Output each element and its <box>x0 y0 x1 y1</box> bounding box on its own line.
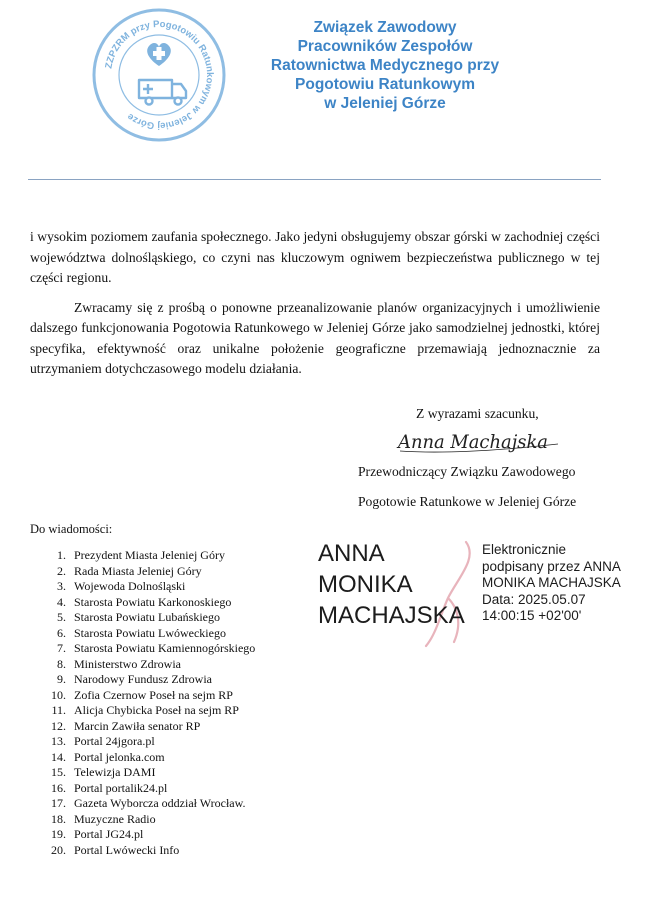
recipient-name: Narodowy Fundusz Zdrowia <box>74 672 212 686</box>
recipient-number: 20. <box>51 842 66 857</box>
recipient-item <box>40 719 255 735</box>
recipient-number: 4. <box>57 594 66 609</box>
recipient-item <box>40 703 255 719</box>
recipient-number: 19. <box>51 827 66 841</box>
electronic-signature <box>318 538 638 650</box>
signature-details <box>482 542 621 625</box>
recipient-name: Alicja Chybicka Poseł na sejm RP <box>74 703 239 717</box>
recipient-name: Prezydent Miasta Jeleniej Góry <box>74 548 225 562</box>
recipient-number: 13. <box>51 734 66 748</box>
recipient-number: 10. <box>51 687 66 702</box>
signature-detail-line: podpisany przez ANNA <box>482 558 621 574</box>
recipient-number: 7. <box>57 641 66 655</box>
recipient-name: Starosta Powiatu Kamiennogórskiego <box>74 641 256 655</box>
org-name-line: Pogotowiu Ratunkowym <box>295 76 475 93</box>
recipient-item <box>40 626 255 642</box>
recipient-item <box>40 579 255 595</box>
recipient-item <box>40 781 255 797</box>
letterhead <box>0 0 650 180</box>
recipient-number: 6. <box>57 625 66 640</box>
signature-detail-line: Data: 2025.05.07 <box>482 591 586 607</box>
recipient-number: 15. <box>51 765 66 779</box>
recipient-name: Portal JG24.pl <box>74 827 144 841</box>
organization-name <box>250 18 520 113</box>
recipient-item <box>40 843 255 859</box>
heart-cross-icon <box>147 43 171 66</box>
org-name-line: w Jeleniej Górze <box>324 95 446 112</box>
signer-name-line: MACHAJSKA <box>318 602 465 629</box>
recipient-item <box>40 657 255 673</box>
recipient-number: 3. <box>57 579 66 593</box>
recipient-number: 1. <box>57 548 66 562</box>
recipient-item <box>40 796 255 812</box>
body-paragraph: Zwracamy się z prośbą o ponowne przeanalizowanie planów organizacyjnych i umożliwienie dalszego funkcjonowania Pogotowia Ratunkowego w Jeleniej Górze jako samodzielnej jednostki, której specyfika, efektywność oraz unikalne położenie geograficzne przemawiają jednoznacznie za utrzymaniem dotychczasowego modelu działania. <box>30 299 600 376</box>
recipient-name: Starosta Powiatu Lubańskiego <box>74 610 220 624</box>
recipient-item <box>40 750 255 766</box>
recipient-number: 2. <box>57 563 66 578</box>
recipient-name: Portal Lwówecki Info <box>74 842 180 857</box>
recipient-number: 17. <box>51 796 66 810</box>
org-name-line: Pracowników Zespołów <box>297 38 473 55</box>
recipient-name: Marcin Zawiła senator RP <box>74 718 201 733</box>
signature-detail-line: Elektronicznie <box>482 542 567 557</box>
recipients-label: Do wiadomości: <box>30 522 113 536</box>
recipients-list <box>40 548 255 858</box>
ambulance-icon <box>139 80 186 105</box>
recipient-name: Portal jelonka.com <box>74 749 165 764</box>
seal-ring-text: ZZPZRM przy Pogotowiu Ratunkowym w Jeleniej Górze <box>103 18 216 132</box>
recipient-name: Muzyczne Radio <box>74 811 156 826</box>
recipient-item <box>40 641 255 657</box>
recipient-name: Portal 24jgora.pl <box>74 734 155 748</box>
signature-text: Anna Machajska <box>396 431 548 453</box>
signature-detail-line: 14:00:15 +02'00' <box>482 608 582 623</box>
recipient-number: 8. <box>57 656 66 671</box>
recipient-number: 18. <box>51 811 66 826</box>
recipient-name: Portal portalik24.pl <box>74 780 168 795</box>
signer-name-line: MONIKA <box>318 571 413 598</box>
recipient-item <box>40 564 255 580</box>
recipient-name: Starosta Powiatu Karkonoskiego <box>74 594 232 609</box>
union-seal-logo <box>92 8 226 142</box>
header-divider <box>28 179 601 180</box>
recipient-number: 14. <box>51 749 66 764</box>
signatory-organization: Pogotowie Ratunkowe w Jeleniej Górze <box>358 494 577 509</box>
letter-body <box>30 227 600 389</box>
recipient-item <box>40 765 255 781</box>
recipient-number: 16. <box>51 780 66 795</box>
recipient-name: Zofia Czernow Poseł na sejm RP <box>74 687 233 702</box>
recipient-name: Ministerstwo Zdrowia <box>74 656 181 671</box>
signature-detail-line: MONIKA MACHAJSKA <box>482 575 621 590</box>
signatory-role: Przewodniczący Związku Zawodowego <box>358 464 576 479</box>
recipient-number: 11. <box>51 703 66 717</box>
closing-greeting: Z wyrazami szacunku, <box>416 406 539 421</box>
signer-name <box>318 538 465 631</box>
org-name-line: Związek Zawodowy <box>313 19 457 36</box>
recipient-item <box>40 595 255 611</box>
recipient-name: Wojewoda Dolnośląski <box>74 579 186 593</box>
recipient-item <box>40 688 255 704</box>
recipient-name: Telewizja DAMI <box>74 765 156 779</box>
recipient-item <box>40 812 255 828</box>
recipient-item <box>40 734 255 750</box>
recipient-number: 5. <box>57 610 66 624</box>
recipient-name: Gazeta Wyborcza oddział Wrocław. <box>74 796 246 810</box>
recipient-number: 9. <box>57 672 66 686</box>
signer-name-line: ANNA <box>318 540 385 567</box>
recipient-name: Starosta Powiatu Lwóweckiego <box>74 625 226 640</box>
recipient-number: 12. <box>51 718 66 733</box>
body-paragraph: i wysokim poziomem zaufania społecznego. Jako jedyni obsługujemy obszar górski w zachodniej części województwa dolnośląskiego, co czyni nas kluczowym ogniwem bezpieczeństwa publicznego w tej części regionu. <box>30 229 600 285</box>
handwritten-signature <box>394 424 566 456</box>
recipient-item <box>40 610 255 626</box>
recipient-item <box>40 827 255 843</box>
svg-text:ZZPZRM przy Pogotowiu Ratunkow <box>103 19 215 131</box>
recipient-item <box>40 548 255 564</box>
org-name-line: Ratownictwa Medycznego przy <box>270 57 500 74</box>
recipient-item <box>40 672 255 688</box>
recipient-name: Rada Miasta Jeleniej Góry <box>74 563 202 578</box>
